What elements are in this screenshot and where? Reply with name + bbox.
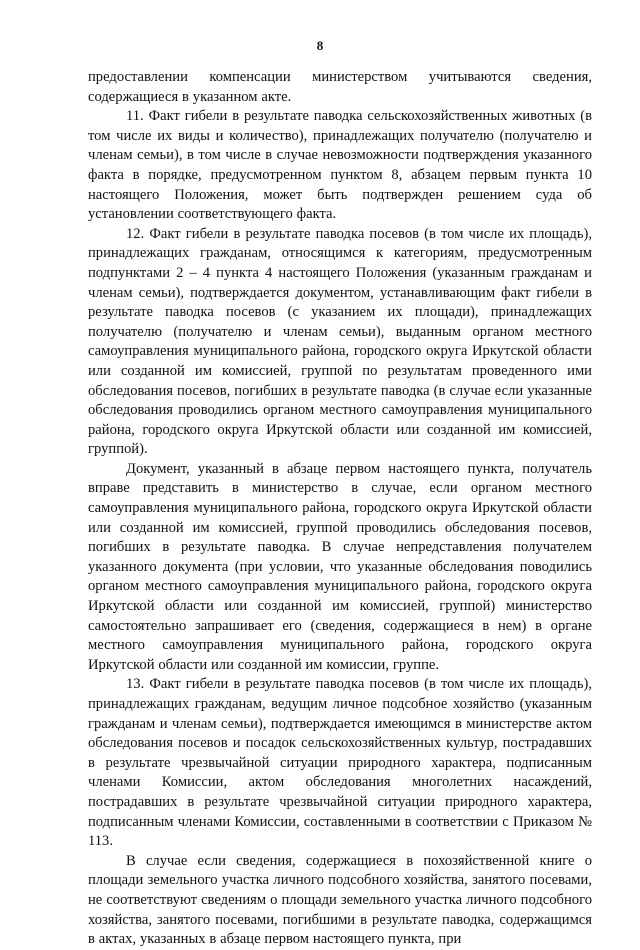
document-body xyxy=(88,68,592,950)
paragraph-item-13-case: В случае если сведения, содержащиеся в похозяйственной книге о площади земельного участка личного подсобного хозяйства, занятого посевами, не соответствуют сведениям о площади земельного участка личного подсобного хозяйства, занятого посевами, погибшими в результате паводка, содержащимся в актах, указанных в абзаце первом настоящего пункта, при xyxy=(88,852,592,948)
paragraph-item-13: 13. Факт гибели в результате паводка посевов (в том числе их площадь), принадлежащих гражданам, ведущим личное подсобное хозяйство (указанным гражданам и членам семьи), подтверждается имеющимся в министерстве актом обследования посевов и посадок сельскохозяйственных культур, пострадавших в результате чрезвычайной ситуации природного характера, подписанным членами Комиссии, актом обследования многолетних насаждений, пострадавших в результате чрезвычайной ситуации природного характера, подписанным членами Комиссии, составленными в соответствии с Приказом № 113. xyxy=(88,676,592,850)
paragraph-item-12: 12. Факт гибели в результате паводка посевов (в том числе их площадь), принадлежащих гражданам, относящимся к категориям, предусмотренным подпунктами 2 – 4 пункта 4 настоящего Положения (указанным гражданам и членам семьи), подтверждается документом, устанавливающим факт гибели в результате паводка посевов (с указанием их площади), принадлежащих получателю (получателю и членам семьи), выданным органом местного самоуправления муниципального района, городского округа Иркутской области или созданной им комиссией, группой по результатам проведенного ими обследования посевов, погибших в результате паводка (в случае если указанные обследования проводились органом местного самоуправления муниципального района, городского округа Иркутской области или созданной им комиссией, группой). xyxy=(88,225,592,458)
paragraph-item-12-document: Документ, указанный в абзаце первом настоящего пункта, получатель вправе представить в министерство в случае, если органом местного самоуправления муниципального района, городского округа Иркутской области или созданной им комиссией, группой проводились обследования посевов, погибших в результате паводка. В случае непредставления получателем указанного документа (при условии, что указанные обследования поводились органом местного самоуправления муниципального района, городского округа Иркутской области или созданной им комиссией, группой) министерство самостоятельно запрашивает его (сведения, содержащиеся в нем) в органе местного самоуправления муниципального района, городского округа Иркутской области или созданной им комиссии, группе. xyxy=(88,460,592,673)
paragraph-item-11: 11. Факт гибели в результате паводка сельскохозяйственных животных (в том числе их виды и количество), принадлежащих получателю (получателю и членам семьи), в том числе в случае невозможности подтверждения указанного факта в порядке, предусмотренном пунктом 8, абзацем первым пункта 10 настоящего Положения, может быть подтвержден решением суда об установлении соответствующего факта. xyxy=(88,108,592,223)
page-number: 8 xyxy=(316,38,324,53)
paragraph-continuation: предоставлении компенсации министерством учитываются сведения, содержащиеся в указанном акте. xyxy=(88,69,592,105)
